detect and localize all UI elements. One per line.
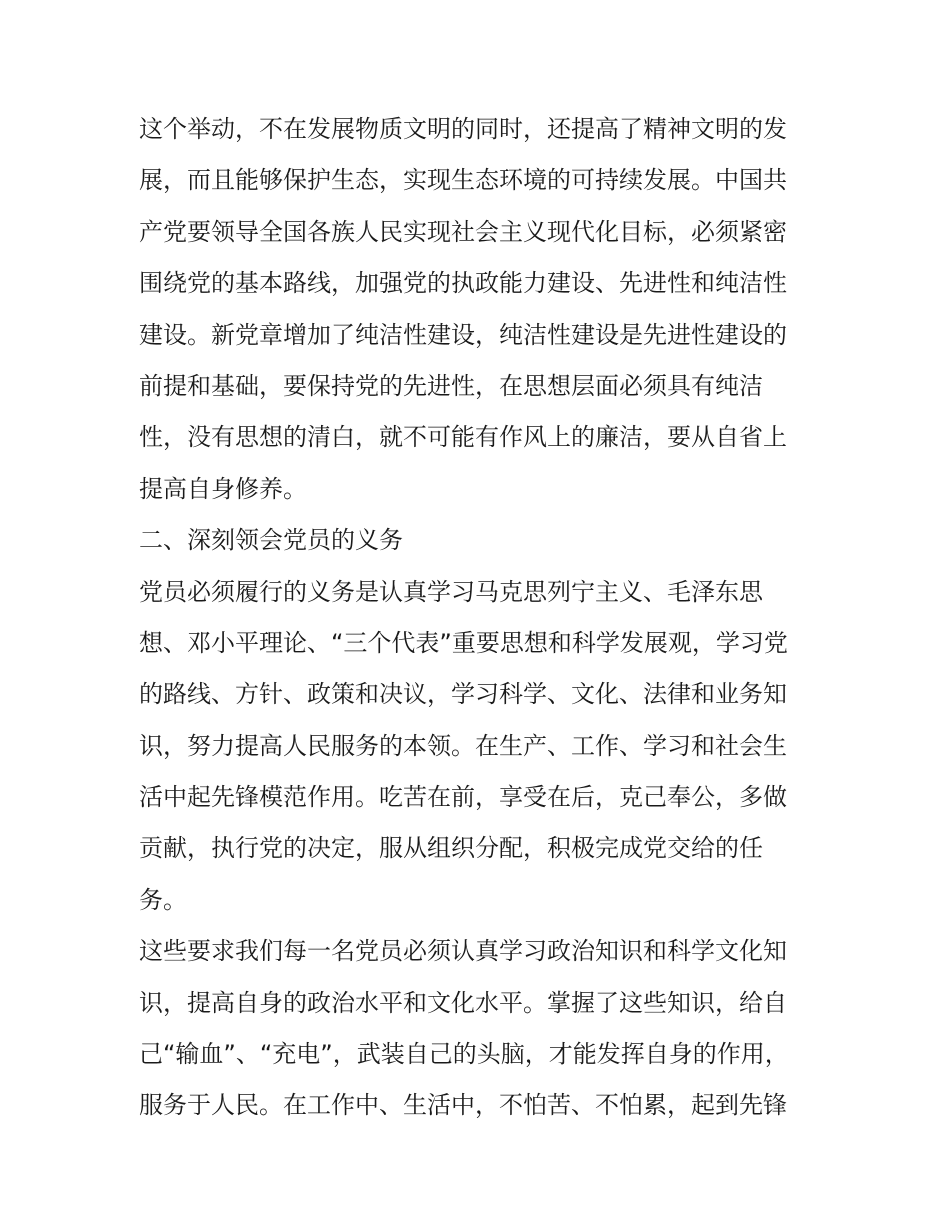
text-line: 识，努力提高人民服务的本领。在生产、工作、学习和社会生 bbox=[139, 731, 787, 760]
text-line: 这些要求我们每一名党员必须认真学习政治知识和科学文化知 bbox=[139, 937, 787, 966]
text-line: 产党要领导全国各族人民实现社会主义现代化目标，必须紧密 bbox=[139, 217, 787, 246]
section-heading: 二、深刻领会党员的义务 bbox=[139, 526, 403, 555]
text-line: 党员必须履行的义务是认真学习马克思列宁主义、毛泽东思 bbox=[139, 577, 763, 606]
text-line: 前提和基础，要保持党的先进性，在思想层面必须具有纯洁 bbox=[139, 371, 763, 400]
text-line: 性，没有思想的清白，就不可能有作风上的廉洁，要从自省上 bbox=[139, 423, 787, 452]
text-line: 想、邓小平理论、“三个代表”重要思想和科学发展观，学习党 bbox=[139, 628, 788, 657]
text-line: 务。 bbox=[139, 885, 187, 914]
text-line: 的路线、方针、政策和决议，学习科学、文化、法律和业务知 bbox=[139, 680, 787, 709]
text-line: 贡献，执行党的决定，服从组织分配，积极完成党交给的任 bbox=[139, 834, 763, 863]
text-line: 围绕党的基本路线，加强党的执政能力建设、先进性和纯洁性 bbox=[139, 269, 787, 298]
text-line: 这个举动，不在发展物质文明的同时，还提高了精神文明的发 bbox=[139, 115, 787, 143]
text-line: 活中起先锋模范作用。吃苦在前，享受在后，克己奉公，多做 bbox=[139, 783, 787, 812]
text-line: 己“输血”、“充电”，武装自己的头脑，才能发挥自身的作用， bbox=[139, 1040, 789, 1069]
text-line: 展，而且能够保护生态，实现生态环境的可持续发展。中国共 bbox=[139, 166, 787, 195]
document-body bbox=[139, 104, 819, 1132]
text-line: 提高自身修养。 bbox=[139, 474, 307, 503]
text-line: 建设。新党章增加了纯洁性建设，纯洁性建设是先进性建设的 bbox=[139, 320, 787, 349]
text-line: 服务于人民。在工作中、生活中，不怕苦、不怕累，起到先锋 bbox=[139, 1091, 787, 1120]
text-line: 识，提高自身的政治水平和文化水平。掌握了这些知识，给自 bbox=[139, 988, 787, 1017]
